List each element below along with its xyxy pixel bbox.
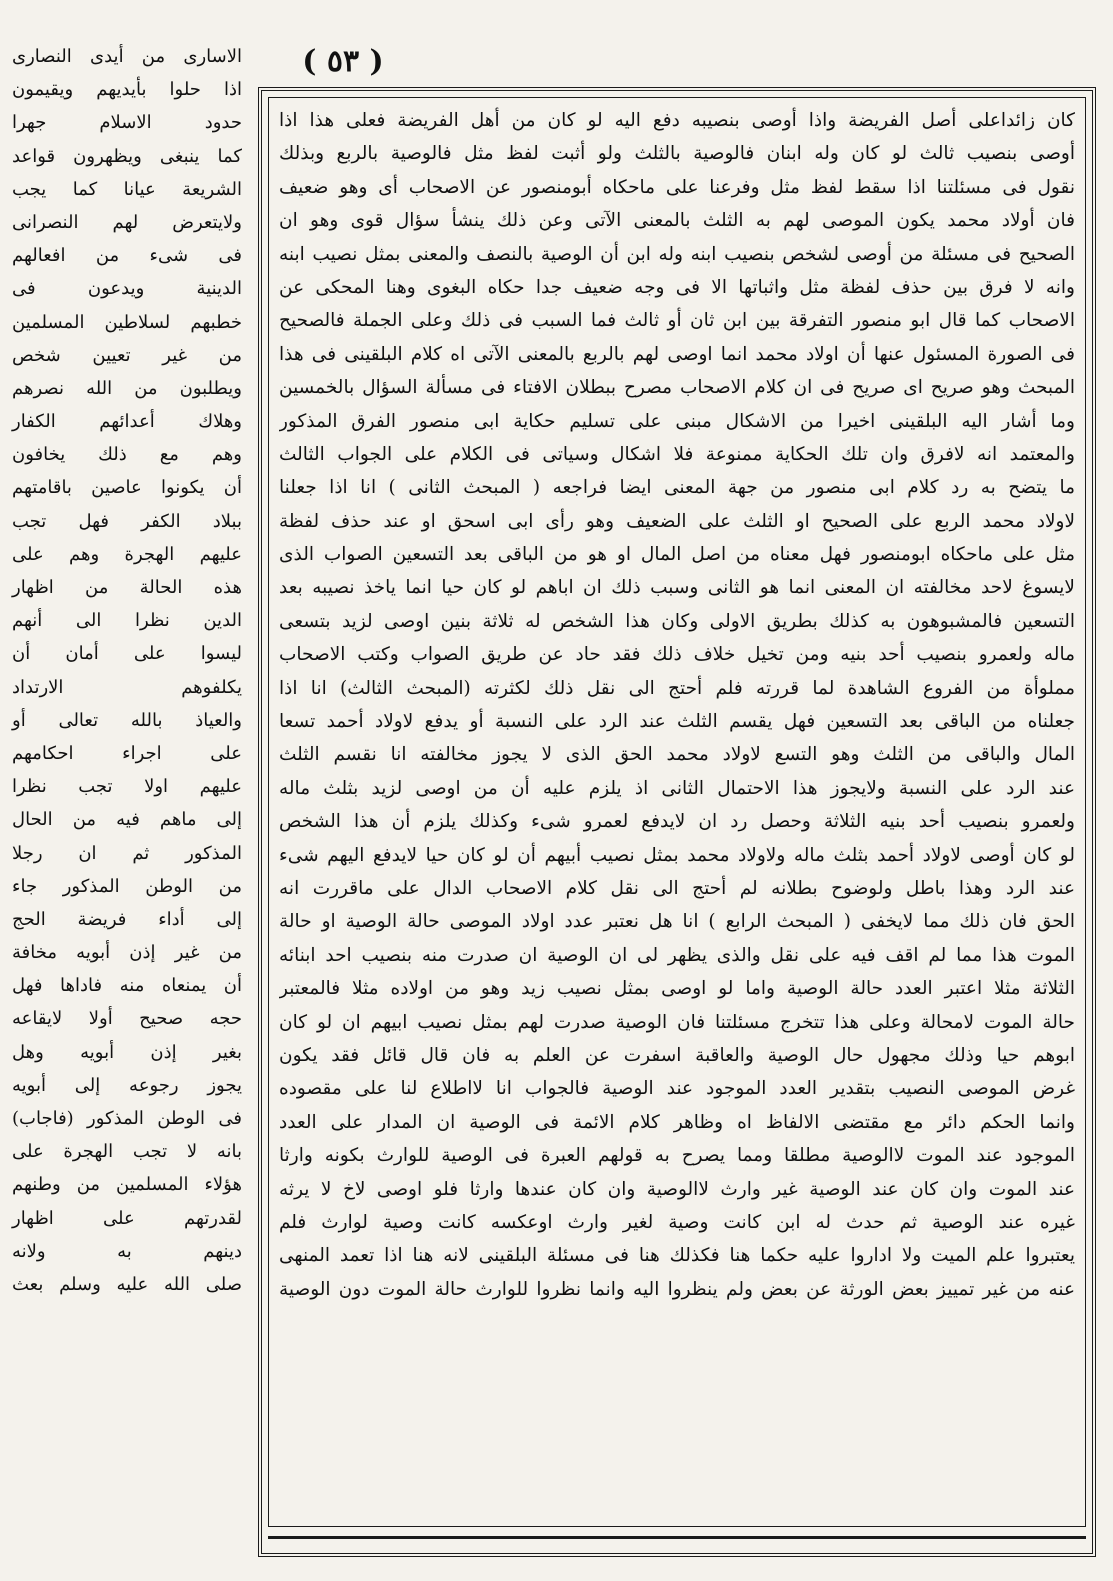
margin-line: والعياذ بالله تعالى أو xyxy=(12,709,242,731)
margin-line: الدين نظرا الى أنهم xyxy=(12,610,242,632)
text-line: كان زائداعلى أصل الفريضة واذا أوصى بنصيبه دفع اليه لو كان من أهل الفريضة فعلى هذا اذا xyxy=(279,110,1075,131)
text-line: مملوأة من الفروع الشاهدة لما قررته فلم أحتج الى نقل ذلك لكثرته (المبحث الثالث) انا اذا xyxy=(279,677,1075,699)
margin-line: على اجراء احكامهم xyxy=(12,742,242,764)
margin-line: يجوز رجوعه إلى أبويه xyxy=(12,1074,242,1096)
margin-line: الاسارى من أيدى النصارى xyxy=(12,46,242,67)
margin-line: أن يمنعاه منه فاداها فهل xyxy=(12,975,242,997)
text-line: ولعمرو بنصيب أحد بنيه الثلاثة وحصل رد ان لايدفع لعمرو شىء وكذلك يلزم أن هذا الشخص xyxy=(279,811,1075,833)
margin-line: هؤلاء المسلمين من وطنهم xyxy=(12,1174,242,1196)
margin-line: هذه الحالة من اظهار xyxy=(12,577,242,598)
text-line: عند الرد وهذا باطل ولوضوح بطلانه لم أحتج الى نقل كلام الاصحاب الدال على ماقررت انه xyxy=(279,877,1075,899)
margin-line: ويطلبون من الله نصرهم xyxy=(12,377,242,399)
text-line: الحق فان ذلك مما لايخفى ( المبحث الرابع ) انا هل نعتبر عدد اولاد الموصى حالة الوصية او حالة xyxy=(279,911,1075,933)
text-line: يعتبروا علم الميت ولا اداروا عليه حكما هنا فكذلك هنا فى مسئلة البلقينى لانه هنا اذا تعمد المنهى xyxy=(279,1245,1075,1267)
margin-line: عليهم الهجرة وهم على xyxy=(12,543,242,565)
text-line: عند الموت وان كان عند الوصية غير وارث لاالوصية وان كان عندها وارثا فلو اوصى لاخ لا يرثه xyxy=(279,1178,1075,1200)
text-line: التسعين فالمشبوهون به كذلك بطريق الاولى وكان هذا الشخص له ثلاثة بنين اوصى لزيد بتسعى xyxy=(279,610,1075,632)
margin-line: فى الوطن المذكور (فاجاب) xyxy=(12,1108,242,1129)
text-line: عنه من غير تمييز بعض الورثة عن بعض ولم ينظروا اليه وانما نظروا للوارث حالة الموت دون الوصية xyxy=(279,1278,1075,1300)
bottom-rule xyxy=(268,1536,1086,1539)
margin-line: ولايتعرض لهم النصرانى xyxy=(12,211,242,233)
text-line: جعلناه من الباقى بعد التسعين فهل يقسم الثلث عند الرد على النسبة أو يدفع لاولاد أحمد تسعا xyxy=(279,711,1075,733)
text-line: وانما الحكم دائر مع مقتضى الالفاظ اه وظاهر كلام الائمة فى الوصية ان المدار على العدد xyxy=(279,1111,1075,1133)
text-line: أوصى بنصيب ثالث لو كان وله ابنان فالوصية بالثلث ولو أثبت لفظ مثل فالوصية بالربع وبذلك xyxy=(279,143,1075,165)
margin-line: ليسوا على أمان أن xyxy=(12,643,242,665)
margin-line: أن يكونوا عاصين باقامتهم xyxy=(12,477,242,499)
text-line: وانه لا فرق بين حذف لفظة مثل واثباتها الا فى وجه ضعيف جدا حكاه البغوى وهنا المحكى عن xyxy=(279,276,1075,298)
main-text-block xyxy=(268,97,1086,1527)
margin-line: بغير إذن أبويه وهل xyxy=(12,1041,242,1063)
text-line: فى الصورة المسئول عنها أن اولاد محمد انما اوصى لهم بالربع بالمعنى الآتى اه كلام البلقينى فى هذا xyxy=(279,343,1075,365)
text-line: لاولاد محمد الربع على الصحيح او الثلث على الضعيف وهو رأى ابى اسحق او عند حذف لفظة xyxy=(279,510,1075,532)
text-line: غيره عند الوصية ثم حدث له ابن كانت وصية لغير وارث اوعكسه كانت وصية لوارث فلم xyxy=(279,1211,1075,1233)
margin-line: عليهم اولا تجب نظرا xyxy=(12,776,242,798)
text-line: لو كان أوصى لاولاد أحمد بثلث ماله ولاولاد محمد بمثل نصيب أبيهم أن لو كان حيا لايدفع اليهم شىء xyxy=(279,844,1075,866)
margin-line: من غير إذن أبويه مخافة xyxy=(12,942,242,964)
margin-line: خطبهم لسلاطين المسلمين xyxy=(12,311,242,333)
margin-line: يكلفوهم الارتداد xyxy=(12,676,242,698)
text-line: فان أولاد محمد يكون الموصى لهم به الثلث بالمعنى الآتى وعن ذلك ينشأ سؤال قوى وهو ان xyxy=(279,210,1075,232)
text-line: ابوهم حيا وذلك مجهول حال الوصية والعاقبة اسفرت عن العلم به فان قال قائل فقد يكون xyxy=(279,1044,1075,1066)
margin-line: بانه لا تجب الهجرة على xyxy=(12,1141,242,1163)
margin-line: إلى أداء فريضة الحج xyxy=(12,908,242,930)
margin-line: اذا حلوا بأيديهم ويقيمون xyxy=(12,79,242,101)
margin-line: إلى ماهم فيه من الحال xyxy=(12,809,242,831)
text-line: ماله ولعمرو بنصيب أحد بنيه ومن تخيل خلاف ذلك فقد حاد عن طريق الصواب وكتب الاصحاب xyxy=(279,644,1075,666)
margin-line: لقدرتهم على اظهار xyxy=(12,1207,242,1229)
text-line: ما يتضح به رد كلام ابى منصور من جهة المعنى ايضا فراجعه ( المبحث الثانى ) انا اذا جعلنا xyxy=(279,477,1075,499)
text-line: الثلاثة مثلا اعتبر العدد حالة الوصية واما لو اوصى بمثل نصيب زيد وهو من اولاده مثلا فالمعتبر xyxy=(279,978,1075,1000)
text-line: المبحث وهو صريح اى صريح فى ان كلام الاصحاب مصرح ببطلان الافتاء فى مسألة السؤال بالخمسين xyxy=(279,377,1075,399)
page-number: ( ٥٣ ) xyxy=(302,44,384,79)
text-line: لايسوغ لاحد مخالفته ان المعنى انما هو الثانى وسبب ذلك ان اباهم لو كان حيا انما ياخذ نصيبه بعد xyxy=(279,577,1075,599)
text-line: الموجود عند الموت لاالوصية مطلقا ومما يصرح به قولهم العبرة فى الوصية للوارث بكونه وارثا xyxy=(279,1145,1075,1167)
text-line: غرض الموصى النصيب بتقدير العدد الموجود عند الوصية فالجواب انا لااطلاع لنا على مقصوده xyxy=(279,1078,1075,1100)
margin-line: حجه صحيح أولا لايقاعه xyxy=(12,1008,242,1030)
margin-line: وهلاك أعدائهم الكفار xyxy=(12,411,242,433)
margin-line: المذكور ثم ان رجلا xyxy=(12,842,242,864)
text-line: الموت هذا مما لم اقف فيه على نقل والذى يظهر لى ان الوصية ان صدرت منه بنصيب احد ابنائه xyxy=(279,944,1075,966)
text-line: حالة الموت لامحالة وعلى هذا تتخرج مسئلتنا فان الوصية صدرت لهم بمثل نصيب ابيهم ان لو كان xyxy=(279,1011,1075,1033)
text-line: المال والباقى من الثلث وهو التسع لاولاد محمد الحق الذى لا يجوز مخالفته انا نقسم الثلث xyxy=(279,744,1075,766)
main-text-frame xyxy=(258,87,1096,1557)
margin-line: الدينية ويدعون فى xyxy=(12,278,242,300)
margin-line: من الوطن المذكور جاء xyxy=(12,875,242,897)
text-line: عند الرد على النسبة ولايجوز هذا الاحتمال الثانى اذ يلزم عليه أن من اوصى لزيد بثلث ماله xyxy=(279,777,1075,799)
margin-line: الشريعة عيانا كما يجب xyxy=(12,178,242,200)
margin-commentary xyxy=(4,40,250,1560)
text-line: الاصحاب كما قال ابو منصور التفرقة بين ابن ثان أو ثالث فما السبب فى ذلك وعلى الجملة فالصحيح xyxy=(279,310,1075,332)
text-line: الصحيح فى مسئلة من أوصى لشخص بنصيب ابنه وله ابن أن الوصية بالنصف والمعنى بمثل نصيب ابنه xyxy=(279,243,1075,265)
text-line: نقول فى مسئلتنا اذا سقط لفظ مثل وفرعنا على ماحكاه أبومنصور عن الاصحاب أى وهو ضعيف xyxy=(279,176,1075,198)
text-line: وما أشار اليه البلقينى اخيرا من الاشكال مبنى على تسليم حكاية ابى منصور الفرق المذكور xyxy=(279,410,1075,432)
margin-line: وهم مع ذلك يخافون xyxy=(12,444,242,466)
margin-line: ببلاد الكفر فهل تجب xyxy=(12,510,242,532)
margin-line: كما ينبغى ويظهرون قواعد xyxy=(12,145,242,167)
text-line: والمعتمد انه لافرق وان تلك الحكاية ممنوعة فلا اشكال وسياتى فى الكلام على الجواب الثالث xyxy=(279,443,1075,465)
text-line: مثل على ماحكاه ابومنصور فهل معناه من اصل المال او هو من الباقى بعد التسعين الصواب الذى xyxy=(279,544,1075,566)
margin-line: صلى الله عليه وسلم بعث xyxy=(12,1273,242,1295)
margin-line: من غير تعيين شخص xyxy=(12,344,242,366)
margin-line: فى شىء من افعالهم xyxy=(12,245,242,267)
margin-line: دينهم به ولانه xyxy=(12,1240,242,1262)
margin-line: حدود الاسلام جهرا xyxy=(12,112,242,134)
